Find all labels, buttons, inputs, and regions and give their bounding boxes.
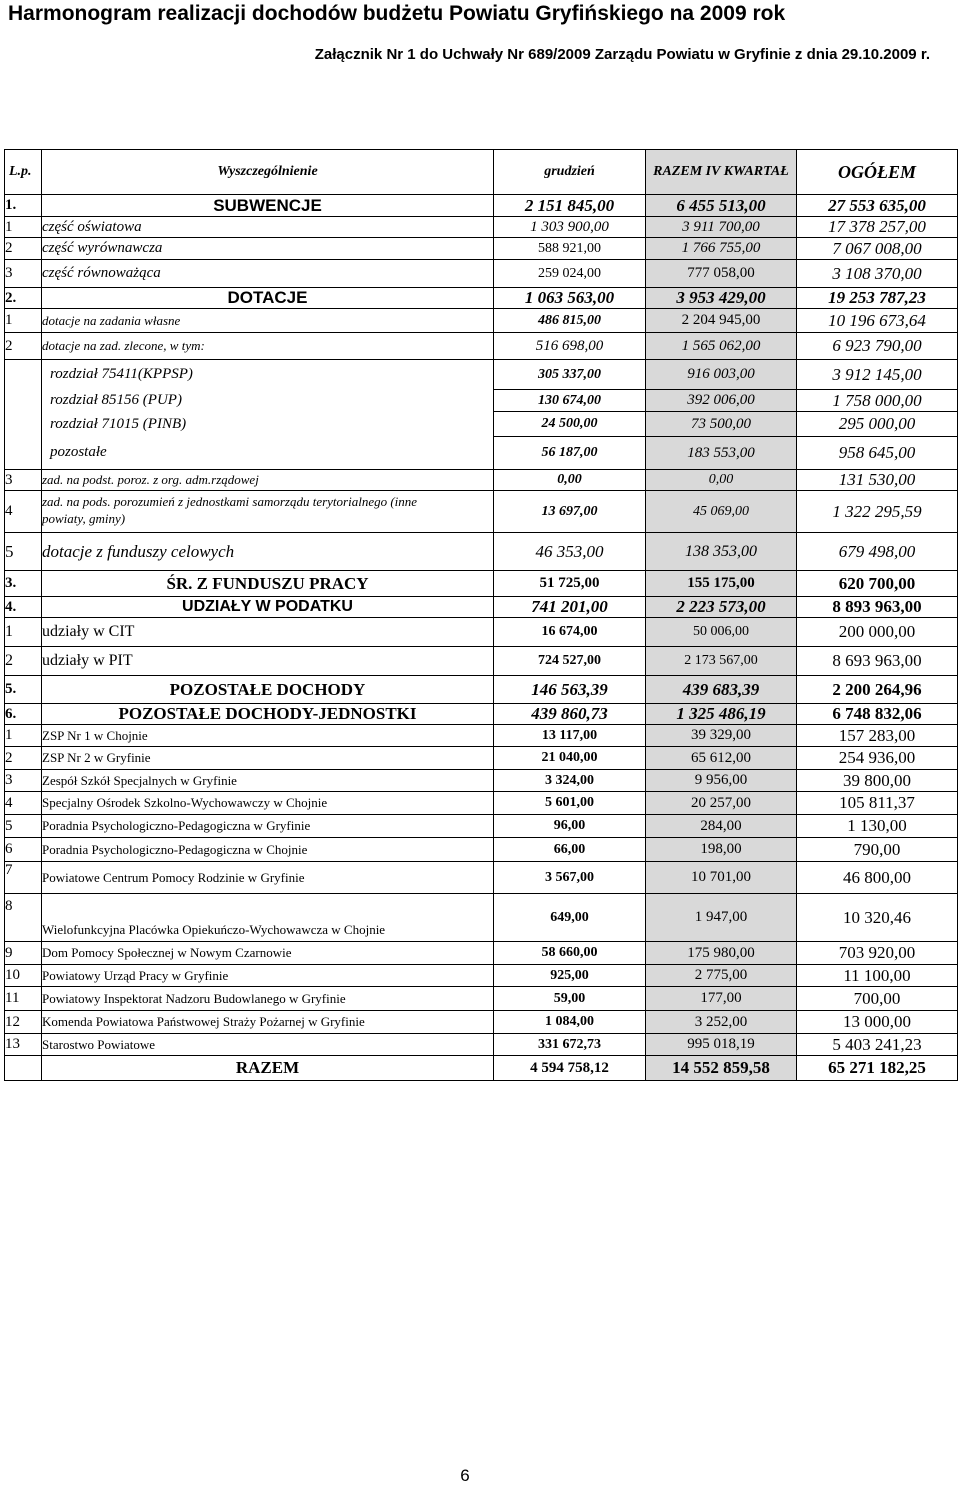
row-december: 13 697,00 (494, 491, 646, 533)
row-lp: 4 (5, 792, 42, 815)
row-q4: 3 252,00 (646, 1011, 797, 1034)
row-total: 700,00 (797, 987, 958, 1011)
row-q4: 1 766 755,00 (646, 238, 797, 260)
row-lp: 3 (5, 470, 42, 491)
row-lp: 2 (5, 647, 42, 676)
table-header-row (5, 150, 958, 195)
row-name: zad. na pods. porozumień z jednostkami samorządu terytorialnego (inne powiaty, gminy) (42, 491, 494, 533)
row-name: rozdział 71015 (PINB) (42, 412, 494, 437)
row-total: 958 645,00 (797, 437, 958, 470)
row-lp: 10 (5, 965, 42, 987)
row-name: udziały w CIT (42, 618, 494, 647)
row-december: 59,00 (494, 987, 646, 1011)
row-q4: 73 500,00 (646, 412, 797, 437)
row-december: 1 084,00 (494, 1011, 646, 1034)
row-total: 679 498,00 (797, 533, 958, 571)
header-lp: L.p. (5, 150, 42, 195)
row-lp (5, 1056, 42, 1081)
table-row (5, 360, 958, 390)
row-total: 105 811,37 (797, 792, 958, 815)
section-row (5, 195, 958, 217)
row-q4: 2 223 573,00 (646, 597, 797, 618)
row-total: 46 800,00 (797, 862, 958, 894)
row-december: 51 725,00 (494, 571, 646, 597)
table-row (5, 618, 958, 647)
row-total: 157 283,00 (797, 725, 958, 747)
section-row (5, 597, 958, 618)
table-row (5, 725, 958, 747)
row-q4: 14 552 859,58 (646, 1056, 797, 1081)
row-total: 65 271 182,25 (797, 1056, 958, 1081)
row-q4: 65 612,00 (646, 747, 797, 770)
row-december: 439 860,73 (494, 704, 646, 725)
row-total: 2 200 264,96 (797, 676, 958, 704)
row-total: 131 530,00 (797, 470, 958, 491)
row-q4: 1 565 062,00 (646, 333, 797, 360)
row-name: rozdział 75411(KPPSP) (42, 360, 494, 390)
row-december: 130 674,00 (494, 390, 646, 412)
section-row (5, 704, 958, 725)
row-q4: 6 455 513,00 (646, 195, 797, 217)
row-name: RAZEM (42, 1056, 494, 1081)
table-row (5, 942, 958, 965)
row-name: pozostałe (42, 437, 494, 470)
row-name: DOTACJE (42, 288, 494, 309)
row-q4: 175 980,00 (646, 942, 797, 965)
row-total: 6 748 832,06 (797, 704, 958, 725)
row-december: 649,00 (494, 894, 646, 942)
table-row (5, 491, 958, 533)
row-total: 5 403 241,23 (797, 1034, 958, 1056)
row-q4: 995 018,19 (646, 1034, 797, 1056)
row-december: 741 201,00 (494, 597, 646, 618)
row-december: 3 324,00 (494, 770, 646, 792)
row-december: 3 567,00 (494, 862, 646, 894)
row-total: 19 253 787,23 (797, 288, 958, 309)
row-lp: 1 (5, 217, 42, 238)
row-lp: 5 (5, 815, 42, 838)
row-q4: 284,00 (646, 815, 797, 838)
row-total: 3 912 145,00 (797, 360, 958, 390)
row-name: zad. na podst. poroz. z org. adm.rządowej (42, 470, 494, 491)
section-row (5, 676, 958, 704)
row-q4: 1 325 486,19 (646, 704, 797, 725)
row-total: 790,00 (797, 838, 958, 862)
page-subtitle: Załącznik Nr 1 do Uchwały Nr 689/2009 Zarządu Powiatu w Gryfinie z dnia 29.10.2009 r. (314, 46, 930, 63)
row-december: 56 187,00 (494, 437, 646, 470)
row-december: 331 672,73 (494, 1034, 646, 1056)
table-row (5, 862, 958, 894)
row-q4: 50 006,00 (646, 618, 797, 647)
row-december: 21 040,00 (494, 747, 646, 770)
row-q4: 2 775,00 (646, 965, 797, 987)
row-total: 295 000,00 (797, 412, 958, 437)
table-row (5, 437, 958, 470)
row-lp: 5. (5, 676, 42, 704)
row-q4: 0,00 (646, 470, 797, 491)
table-row (5, 1011, 958, 1034)
row-lp: 3 (5, 260, 42, 288)
row-q4: 183 553,00 (646, 437, 797, 470)
row-lp: 6. (5, 704, 42, 725)
row-name: Starostwo Powiatowe (42, 1034, 494, 1056)
table-row (5, 647, 958, 676)
row-q4: 1 947,00 (646, 894, 797, 942)
row-total: 17 378 257,00 (797, 217, 958, 238)
table-row (5, 238, 958, 260)
row-q4: 2 204 945,00 (646, 309, 797, 333)
table-row (5, 533, 958, 571)
row-total: 13 000,00 (797, 1011, 958, 1034)
row-name: Dom Pomocy Społecznej w Nowym Czarnowie (42, 942, 494, 965)
row-lp: 12 (5, 1011, 42, 1034)
row-december: 46 353,00 (494, 533, 646, 571)
row-name: SUBWENCJE (42, 195, 494, 217)
table-row (5, 470, 958, 491)
row-lp: 6 (5, 838, 42, 862)
row-name: Specjalny Ośrodek Szkolno-Wychowawczy w Chojnie (42, 792, 494, 815)
row-lp: 8 (5, 894, 42, 942)
row-q4: 177,00 (646, 987, 797, 1011)
row-q4: 45 069,00 (646, 491, 797, 533)
row-total: 8 693 963,00 (797, 647, 958, 676)
row-december: 2 151 845,00 (494, 195, 646, 217)
row-q4: 916 003,00 (646, 360, 797, 390)
row-total: 8 893 963,00 (797, 597, 958, 618)
row-lp: 2 (5, 747, 42, 770)
row-lp: 4. (5, 597, 42, 618)
row-name: dotacje na zadania własne (42, 309, 494, 333)
table-row (5, 770, 958, 792)
row-total: 11 100,00 (797, 965, 958, 987)
row-name: Poradnia Psychologiczno-Pedagogiczna w Gryfinie (42, 815, 494, 838)
row-name: część wyrównawcza (42, 238, 494, 260)
row-total: 27 553 635,00 (797, 195, 958, 217)
row-name: część równoważąca (42, 260, 494, 288)
row-q4: 39 329,00 (646, 725, 797, 747)
row-december: 13 117,00 (494, 725, 646, 747)
row-lp: 1 (5, 309, 42, 333)
table-row (5, 965, 958, 987)
table-row (5, 792, 958, 815)
row-december: 925,00 (494, 965, 646, 987)
row-q4: 3 911 700,00 (646, 217, 797, 238)
row-december: 66,00 (494, 838, 646, 862)
table-row (5, 412, 958, 437)
row-q4: 198,00 (646, 838, 797, 862)
row-name: Poradnia Psychologiczno-Pedagogiczna w Chojnie (42, 838, 494, 862)
row-december: 146 563,39 (494, 676, 646, 704)
budget-table (4, 149, 958, 1081)
row-name: POZOSTAŁE DOCHODY-JEDNOSTKI (42, 704, 494, 725)
header-name: Wyszczególnienie (42, 150, 494, 195)
page-number: 6 (460, 1466, 470, 1485)
row-total: 620 700,00 (797, 571, 958, 597)
row-q4: 9 956,00 (646, 770, 797, 792)
table-row (5, 815, 958, 838)
row-lp (5, 360, 42, 470)
row-lp: 2 (5, 238, 42, 260)
row-total: 1 758 000,00 (797, 390, 958, 412)
row-december: 58 660,00 (494, 942, 646, 965)
table-row (5, 390, 958, 412)
row-q4: 3 953 429,00 (646, 288, 797, 309)
row-total: 703 920,00 (797, 942, 958, 965)
section-row (5, 288, 958, 309)
row-total: 39 800,00 (797, 770, 958, 792)
page-title: Harmonogram realizacji dochodów budżetu Powiatu Gryfińskiego na 2009 rok (8, 2, 786, 25)
table-row (5, 987, 958, 1011)
row-total: 254 936,00 (797, 747, 958, 770)
row-name: Zespół Szkół Specjalnych w Gryfinie (42, 770, 494, 792)
row-lp: 13 (5, 1034, 42, 1056)
row-december: 1 303 900,00 (494, 217, 646, 238)
table-row (5, 260, 958, 288)
row-name: rozdział 85156 (PUP) (42, 390, 494, 412)
row-total: 1 322 295,59 (797, 491, 958, 533)
table-row (5, 838, 958, 862)
row-december: 305 337,00 (494, 360, 646, 390)
row-lp: 5 (5, 533, 42, 571)
row-total: 10 196 673,64 (797, 309, 958, 333)
row-q4: 392 006,00 (646, 390, 797, 412)
row-december: 588 921,00 (494, 238, 646, 260)
row-total: 1 130,00 (797, 815, 958, 838)
row-q4: 138 353,00 (646, 533, 797, 571)
row-name: Wielofunkcyjna Placówka Opiekuńczo-Wychowawcza w Chojnie (42, 894, 494, 942)
row-december: 516 698,00 (494, 333, 646, 360)
row-name: ZSP Nr 1 w Chojnie (42, 725, 494, 747)
row-name: Powiatowy Inspektorat Nadzoru Budowlanego w Gryfinie (42, 987, 494, 1011)
header-december: grudzień (494, 150, 646, 195)
row-lp: 1 (5, 725, 42, 747)
row-total: 10 320,46 (797, 894, 958, 942)
table-row (5, 217, 958, 238)
row-lp: 3 (5, 770, 42, 792)
row-lp: 2. (5, 288, 42, 309)
row-december: 5 601,00 (494, 792, 646, 815)
row-total: 6 923 790,00 (797, 333, 958, 360)
row-lp: 1. (5, 195, 42, 217)
row-december: 96,00 (494, 815, 646, 838)
row-name: część oświatowa (42, 217, 494, 238)
row-lp: 7 (5, 862, 42, 894)
row-lp: 1 (5, 618, 42, 647)
row-december: 1 063 563,00 (494, 288, 646, 309)
row-name: dotacje z funduszy celowych (42, 533, 494, 571)
row-lp: 9 (5, 942, 42, 965)
row-total: 200 000,00 (797, 618, 958, 647)
row-lp: 11 (5, 987, 42, 1011)
row-q4: 439 683,39 (646, 676, 797, 704)
row-total: 3 108 370,00 (797, 260, 958, 288)
header-total: OGÓŁEM (797, 150, 958, 195)
total-row (5, 1056, 958, 1081)
row-q4: 155 175,00 (646, 571, 797, 597)
row-q4: 2 173 567,00 (646, 647, 797, 676)
row-lp: 3. (5, 571, 42, 597)
table-row (5, 894, 958, 942)
row-name: ŚR. Z FUNDUSZU PRACY (42, 571, 494, 597)
row-december: 724 527,00 (494, 647, 646, 676)
row-name: Powiatowe Centrum Pomocy Rodzinie w Gryfinie (42, 862, 494, 894)
section-row (5, 571, 958, 597)
row-december: 4 594 758,12 (494, 1056, 646, 1081)
row-name: Komenda Powiatowa Państwowej Straży Pożarnej w Gryfinie (42, 1011, 494, 1034)
row-q4: 10 701,00 (646, 862, 797, 894)
table-row (5, 333, 958, 360)
row-name: udziały w PIT (42, 647, 494, 676)
row-lp: 4 (5, 491, 42, 533)
table-row (5, 747, 958, 770)
header-q4: RAZEM IV KWARTAŁ (646, 150, 797, 195)
row-december: 24 500,00 (494, 412, 646, 437)
row-december: 259 024,00 (494, 260, 646, 288)
row-name: UDZIAŁY W PODATKU (42, 597, 494, 618)
table-row (5, 309, 958, 333)
row-name: Powiatowy Urząd Pracy w Gryfinie (42, 965, 494, 987)
row-december: 0,00 (494, 470, 646, 491)
row-name: ZSP Nr 2 w Gryfinie (42, 747, 494, 770)
row-total: 7 067 008,00 (797, 238, 958, 260)
table-row (5, 1034, 958, 1056)
row-name: dotacje na zad. zlecone, w tym: (42, 333, 494, 360)
row-december: 486 815,00 (494, 309, 646, 333)
row-q4: 20 257,00 (646, 792, 797, 815)
row-lp: 2 (5, 333, 42, 360)
row-name: POZOSTAŁE DOCHODY (42, 676, 494, 704)
row-december: 16 674,00 (494, 618, 646, 647)
row-q4: 777 058,00 (646, 260, 797, 288)
